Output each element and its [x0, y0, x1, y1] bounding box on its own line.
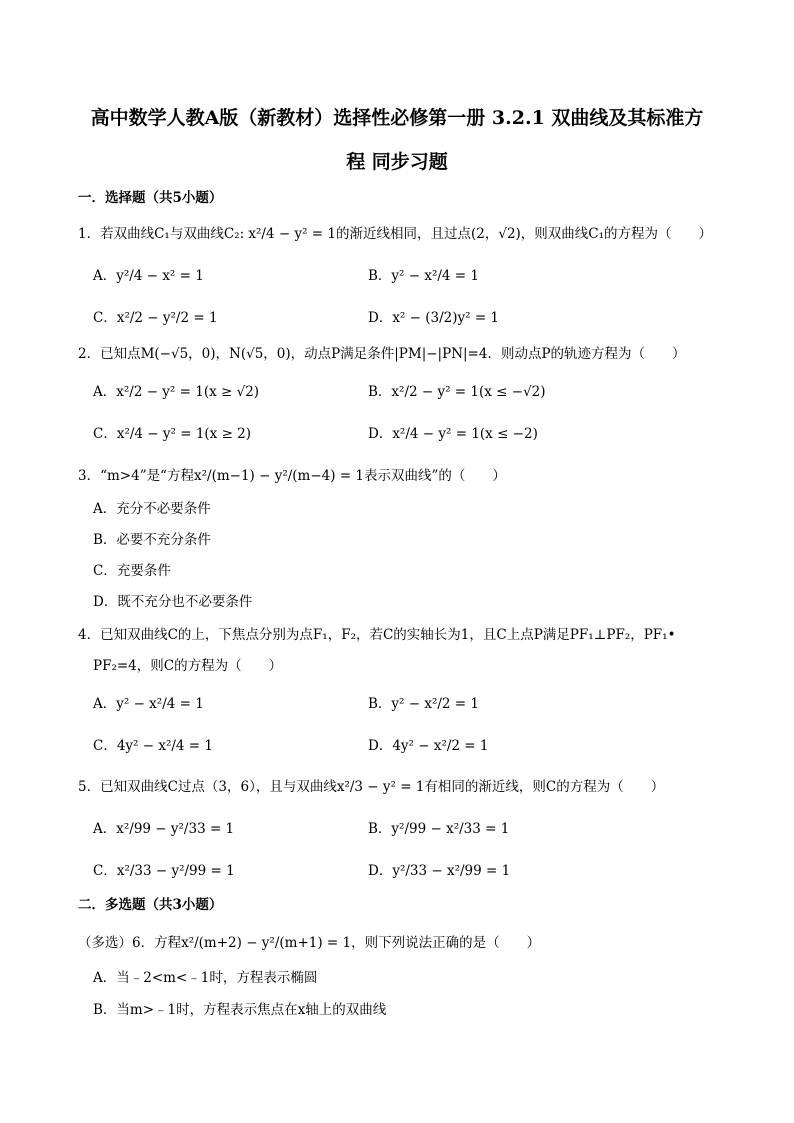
- question-3-option-c: C．充要条件: [93, 563, 171, 579]
- question-2-option-a: A．x²/2 − y² = 1(x ≥ √2): [93, 384, 260, 400]
- question-3-stem: 3．“m>4”是“方程x²/(m−1) − y²/(m−4) = 1表示双曲线”的（ ）: [78, 468, 506, 484]
- question-4-option-b: B．y² − x²/2 = 1: [368, 696, 479, 712]
- question-3-option-d: D．既不充分也不必要条件: [93, 594, 253, 610]
- question-4-option-a: A．y² − x²/4 = 1: [93, 696, 204, 712]
- question-5-option-b: B．y²/99 − x²/33 = 1: [368, 821, 510, 837]
- question-3-option-b: B．必要不充分条件: [93, 532, 211, 548]
- question-5-option-c: C．x²/33 − y²/99 = 1: [93, 863, 235, 879]
- question-5-option-a: A．x²/99 − y²/33 = 1: [93, 821, 235, 837]
- question-2-option-b: B．x²/2 − y² = 1(x ≤ −√2): [368, 384, 546, 400]
- question-6-option-b: B．当m>﹣1时，方程表示焦点在x轴上的双曲线: [93, 1002, 387, 1018]
- question-1-option-d: D．x² − (3/2)y² = 1: [368, 310, 500, 326]
- section-heading-multi-choice: 二．多选题（共3小题）: [78, 897, 223, 913]
- document-title-line-2: 程 同步习题: [346, 151, 448, 173]
- question-1-stem: 1．若双曲线C₁与双曲线C₂: x²/4 − y² = 1的渐近线相同，且过点(2，√2)，则双曲线C₁的方程为（ ）: [78, 226, 713, 242]
- question-4-stem-continued: PF₂=4，则C的方程为（ ）: [93, 658, 283, 674]
- question-2-option-d: D．x²/4 − y² = 1(x ≤ −2): [368, 426, 538, 442]
- document-title-line-1: 高中数学人教A版（新教材）选择性必修第一册 3.2.1 双曲线及其标准方: [90, 107, 704, 129]
- question-6-stem: （多选）6．方程x²/(m+2) − y²/(m+1) = 1，则下列说法正确的是（ ）: [78, 935, 541, 951]
- question-2-stem: 2．已知点M(−√5，0)，N(√5，0)，动点P满足条件|PM|−|PN|=4．则动点P的轨迹方程为（ ）: [78, 346, 686, 362]
- question-5-option-d: D．y²/33 − x²/99 = 1: [368, 863, 511, 879]
- question-1-option-a: A．y²/4 − x² = 1: [93, 268, 204, 284]
- question-4-option-c: C．4y² − x²/4 = 1: [93, 738, 213, 754]
- question-6-option-a: A．当﹣2<m<﹣1时，方程表示椭圆: [93, 970, 318, 986]
- question-1-option-b: B．y² − x²/4 = 1: [368, 268, 479, 284]
- question-1-option-c: C．x²/2 − y²/2 = 1: [93, 310, 218, 326]
- question-5-stem: 5．已知双曲线C过点（3，6），且与双曲线x²/3 − y² = 1有相同的渐近线，则C的方程为（ ）: [78, 779, 665, 795]
- question-4-option-d: D．4y² − x²/2 = 1: [368, 738, 489, 754]
- question-3-option-a: A．充分不必要条件: [93, 501, 211, 517]
- question-4-stem: 4．已知双曲线C的上，下焦点分别为点F₁，F₂，若C的实轴长为1，且C上点P满足PF₁⊥PF₂，PF₁•: [78, 627, 676, 643]
- question-2-option-c: C．x²/4 − y² = 1(x ≥ 2): [93, 426, 252, 442]
- section-heading-single-choice: 一．选择题（共5小题）: [78, 190, 223, 206]
